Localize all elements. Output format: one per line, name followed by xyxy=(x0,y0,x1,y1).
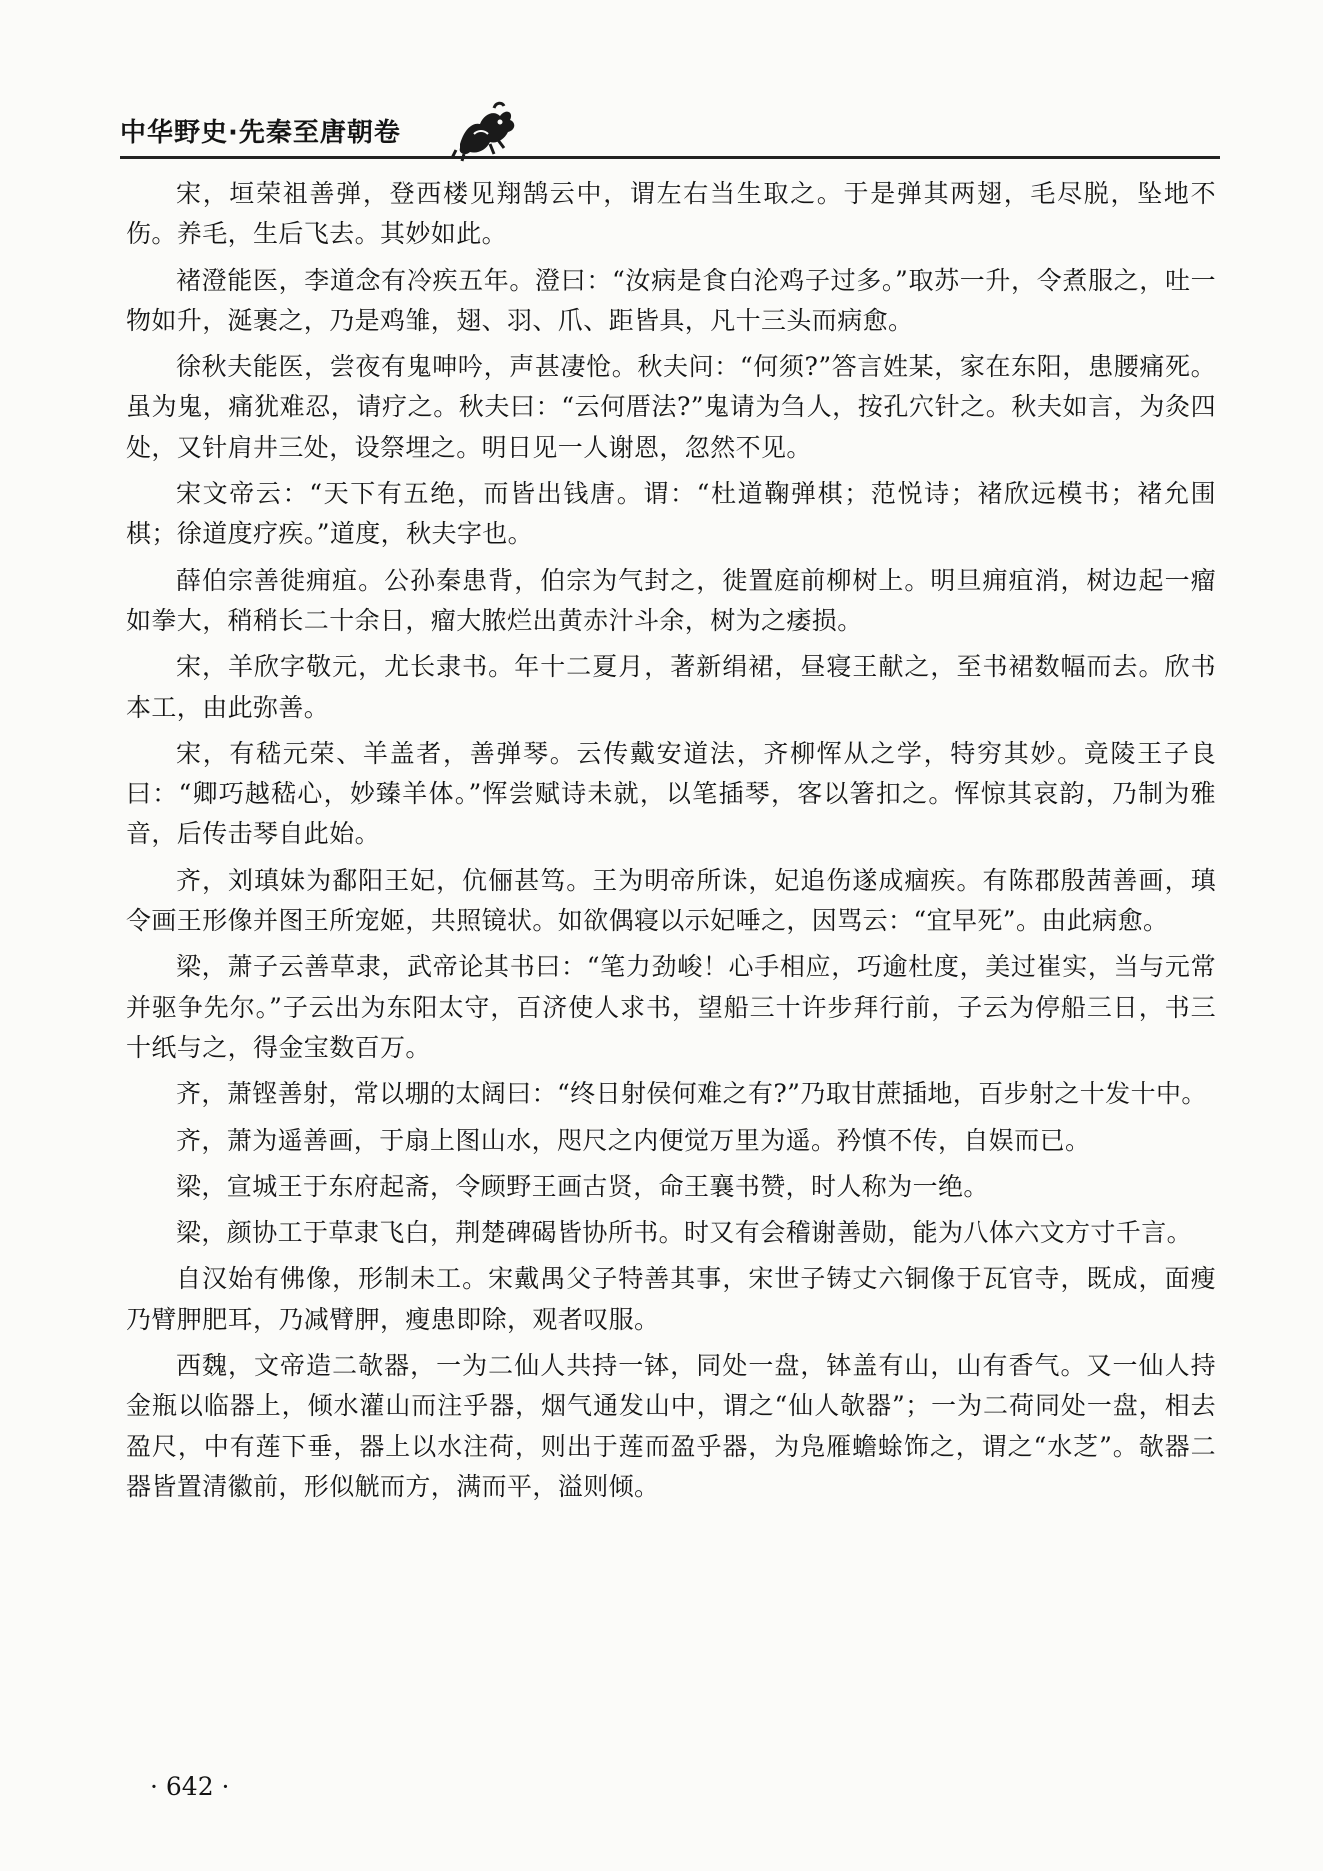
book-title: 中华野史·先秦至唐朝卷 xyxy=(120,118,401,148)
paragraph: 宋文帝云：“天下有五绝，而皆出钱唐。谓：“杜道鞠弹棋；范悦诗；褚欣远模书；褚允围棋；徐道度疗疾。”道度，秋夫字也。 xyxy=(126,479,1216,549)
paragraph: 宋，有嵇元荣、羊盖者，善弹琴。云传戴安道法，齐柳恽从之学，特穷其妙。竟陵王子良曰：“卿巧越嵇心，妙臻羊体。”恽尝赋诗未就，以笔插琴，客以箸扣之。恽惊其哀韵，乃制为雅音，后传击琴自此始。 xyxy=(126,738,1216,849)
paragraph: 褚澄能医，李道念有冷疾五年。澄曰：“汝病是食白沦鸡子过多。”取苏一升，令煮服之，吐一物如升，涎裹之，乃是鸡雏，翅、羽、爪、距皆具，凡十三头而病愈。 xyxy=(126,265,1216,335)
header-rule xyxy=(120,156,1220,159)
paragraph: 梁，萧子云善草隶，武帝论其书曰：“笔力劲峻！心手相应，巧逾杜度，美过崔实，当与元常并驱争先尔。”子云出为东阳太守，百济使人求书，望船三十许步拜行前，子云为停船三日，书三十纸与之，得金宝数百万。 xyxy=(126,952,1216,1062)
paragraph: 梁，颜协工于草隶飞白，荆楚碑碣皆协所书。时又有会稽谢善勋，能为八体六文方寸千言。 xyxy=(176,1218,1193,1248)
paragraph: 梁，宣城王于东府起斋，令顾野王画古贤，命王襄书赞，时人称为一绝。 xyxy=(176,1171,989,1201)
paragraph: 齐，萧为遥善画，于扇上图山水，咫尺之内便觉万里为遥。矜慎不传，自娱而已。 xyxy=(176,1125,1091,1155)
body-text xyxy=(126,174,1216,1513)
paragraph: 齐，萧铿善射，常以堋的太阔曰：“终日射侯何难之有?”乃取甘蔗插地，百步射之十发十中。 xyxy=(176,1079,1207,1109)
paragraph: 薛伯宗善徙痈疽。公孙秦患背，伯宗为气封之，徙置庭前柳树上。明旦痈疽消，树边起一瘤如拳大，稍稍长二十余日，瘤大脓烂出黄赤汁斗余，树为之痿损。 xyxy=(126,565,1216,635)
paragraph: 自汉始有佛像，形制未工。宋戴禺父子特善其事，宋世子铸丈六铜像于瓦官寺，既成，面瘦乃臂胛肥耳，乃减臂胛，瘦患即除，观者叹服。 xyxy=(126,1264,1216,1334)
page-number: · 642 · xyxy=(150,1772,230,1801)
paragraph: 西魏，文帝造二欹器，一为二仙人共持一钵，同处一盘，钵盖有山，山有香气。又一仙人持金瓶以临器上，倾水灌山而注乎器，烟气通发山中，谓之“仙人欹器”；一为二荷同处一盘，相去盈尺，中有莲下垂，器上以水注荷，则出于莲而盈乎器，为凫雁蟾蜍饰之，谓之“水芝”。欹器二器皆置清徽前，形似觥而方，满而平，溢则倾。 xyxy=(126,1351,1216,1501)
paragraph: 宋，羊欣字敬元，尤长隶书。年十二夏月，著新绢裙，昼寝王献之，至书裙数幅而去。欣书本工，由此弥善。 xyxy=(126,652,1216,722)
dragon-emblem-icon xyxy=(450,100,520,162)
paragraph: 齐，刘瑱妹为鄱阳王妃，伉俪甚笃。王为明帝所诛，妃追伤遂成痼疾。有陈郡殷茜善画，瑱令画王形像并图王所宠姬，共照镜状。如欲偶寝以示妃唾之，因骂云：“宜早死”。由此病愈。 xyxy=(126,865,1216,936)
running-header xyxy=(120,100,1220,170)
paragraph: 徐秋夫能医，尝夜有鬼呻吟，声甚凄怆。秋夫问：“何须?”答言姓某，家在东阳，患腰痛死。虽为鬼，痛犹难忍，请疗之。秋夫曰：“云何厝法?”鬼请为刍人，按孔穴针之。秋夫如言，为灸四处，又针肩井三处，设祭埋之。明日见一人谢恩，忽然不见。 xyxy=(126,352,1216,462)
paragraph: 宋，垣荣祖善弹，登西楼见翔鹄云中，谓左右当生取之。于是弹其两翅，毛尽脱，坠地不伤。养毛，生后飞去。其妙如此。 xyxy=(126,179,1216,249)
